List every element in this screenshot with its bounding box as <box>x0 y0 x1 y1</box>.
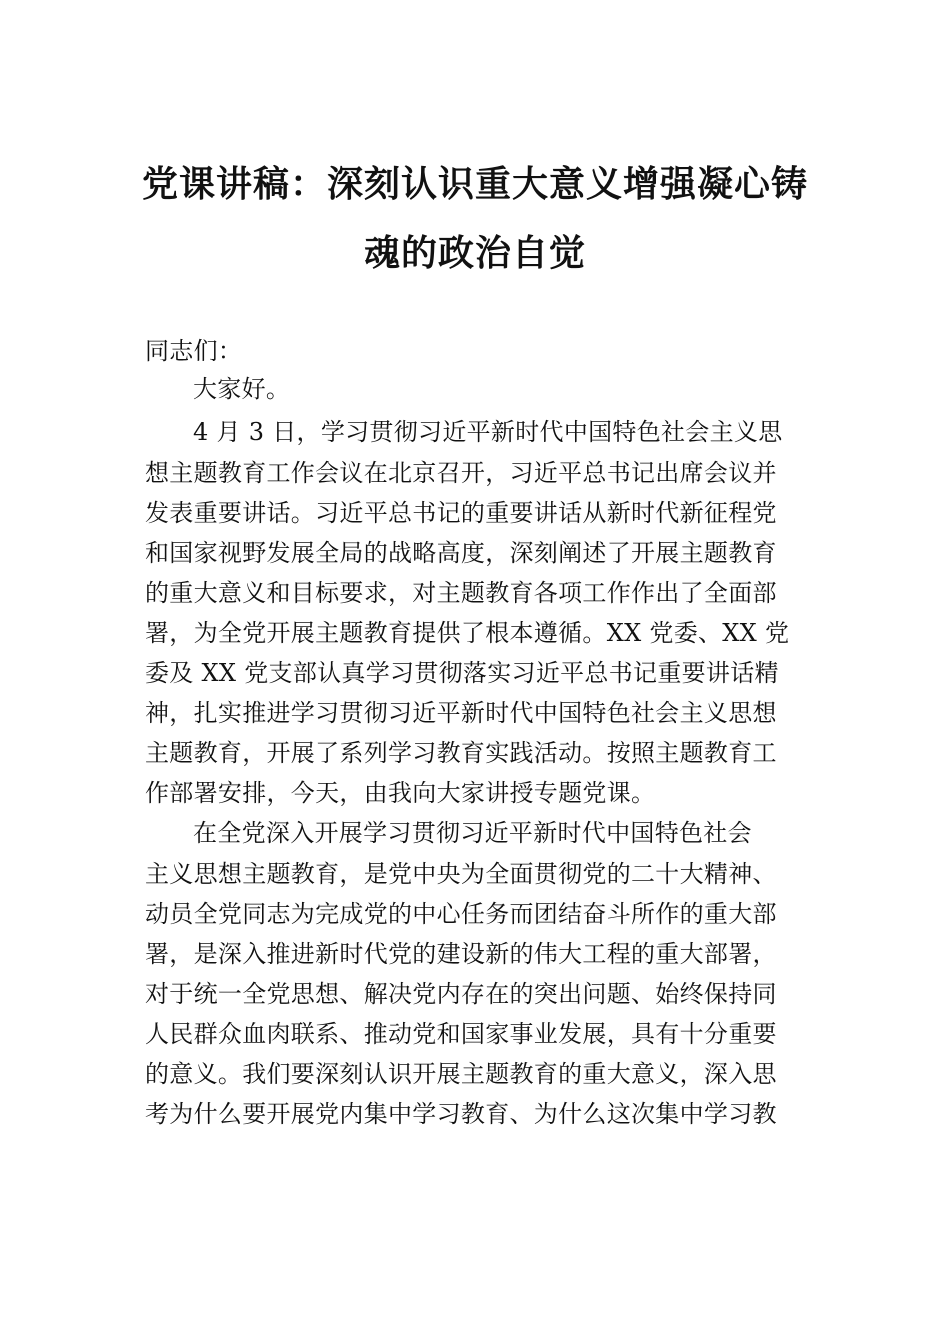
paragraph-1-line-7: 委及 XX 党支部认真学习贯彻落实习近平总书记重要讲话精 <box>145 659 779 687</box>
paragraph-1-line-1: 4 月 3 日，学习贯彻习近平新时代中国特色社会主义思 <box>193 418 783 446</box>
document-title-line-2: 魂的政治自觉 <box>363 232 586 274</box>
paragraph-1-line-10: 作部署安排，今天，由我向大家讲授专题党课。 <box>145 779 656 807</box>
paragraph-2-line-4: 署，是深入推进新时代党的建设新的伟大工程的重大部署， <box>145 940 777 968</box>
paragraph-1-line-3: 发表重要讲话。习近平总书记的重要讲话从新时代新征程党 <box>145 499 777 527</box>
paragraph-1-line-4: 和国家视野发展全局的战略高度，深刻阐述了开展主题教育 <box>145 539 777 567</box>
paragraph-1-line-6: 署，为全党开展主题教育提供了根本遵循。XX 党委、XX 党 <box>145 619 790 647</box>
paragraph-2-line-1: 在全党深入开展学习贯彻习近平新时代中国特色社会 <box>193 819 752 847</box>
document-title-line-1: 党课讲稿：深刻认识重大意义增强凝心铸 <box>141 163 808 205</box>
paragraph-1-line-2: 想主题教育工作会议在北京召开，习近平总书记出席会议并 <box>145 459 777 487</box>
paragraph-2-line-6: 人民群众血肉联系、推动党和国家事业发展，具有十分重要 <box>145 1020 777 1048</box>
paragraph-1-line-8: 神，扎实推进学习贯彻习近平新时代中国特色社会主义思想 <box>145 699 777 727</box>
paragraph-1-line-5: 的重大意义和目标要求，对主题教育各项工作作出了全面部 <box>145 579 777 607</box>
paragraph-2-line-5: 对于统一全党思想、解决党内存在的突出问题、始终保持同 <box>145 980 777 1008</box>
paragraph-1-line-9: 主题教育，开展了系列学习教育实践活动。按照主题教育工 <box>145 739 777 767</box>
paragraph-2-line-2: 主义思想主题教育，是党中央为全面贯彻党的二十大精神、 <box>145 860 777 888</box>
paragraph-2-line-3: 动员全党同志为完成党的中心任务而团结奋斗所作的重大部 <box>145 900 777 928</box>
greeting: 大家好。 <box>193 375 291 403</box>
salutation: 同志们： <box>145 337 243 365</box>
paragraph-2-line-7: 的意义。我们要深刻认识开展主题教育的重大意义，深入思 <box>145 1060 777 1088</box>
paragraph-2-line-8: 考为什么要开展党内集中学习教育、为什么这次集中学习教 <box>145 1100 777 1128</box>
